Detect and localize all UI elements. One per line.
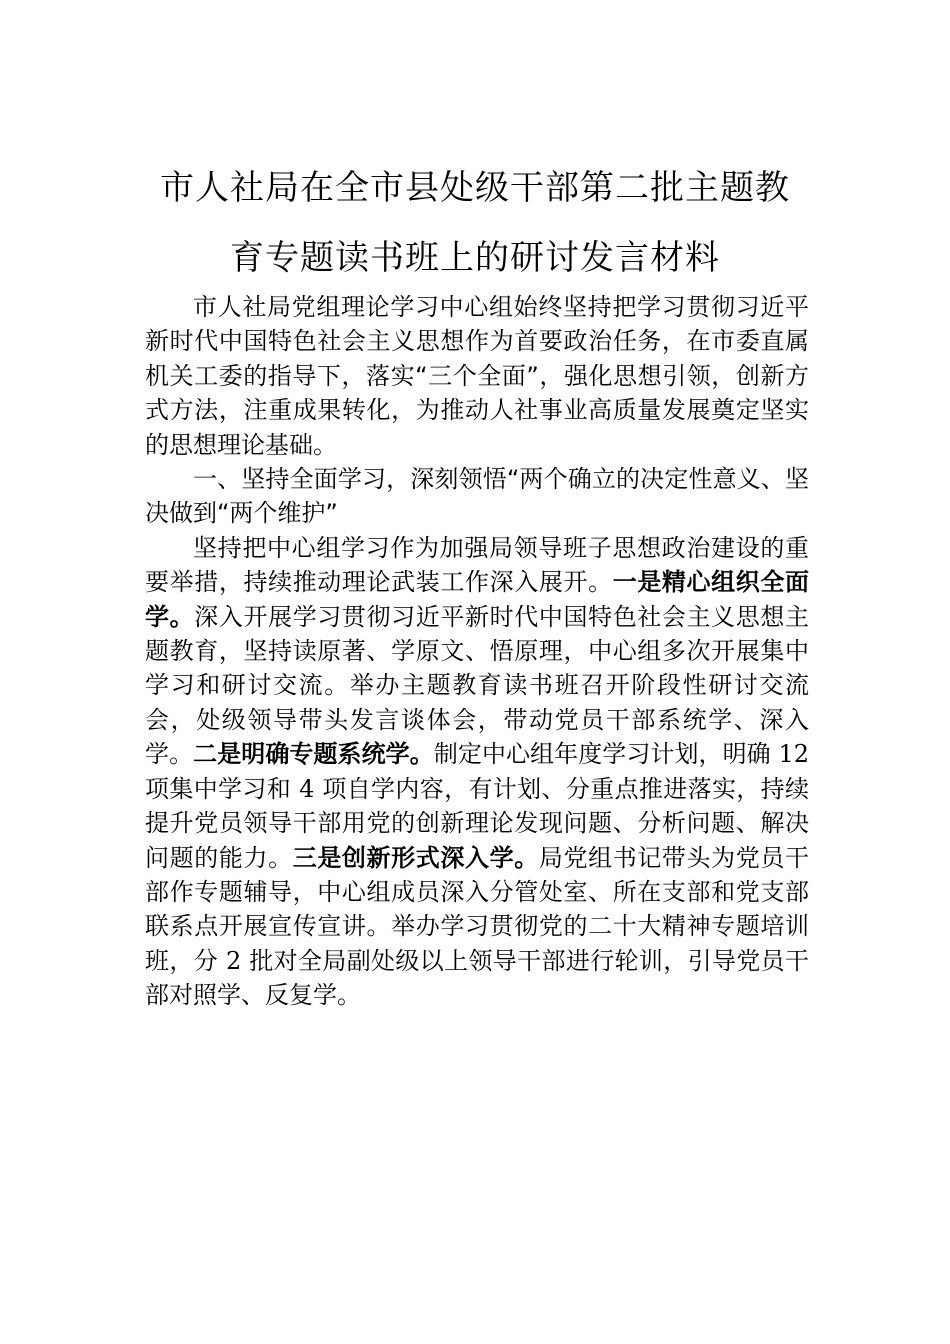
text-span: 批对全局副处级以上领导干部进行轮训，引导党员干部对照学、反复学。: [145, 946, 810, 1010]
bold-point-1: 一是精心组织全面学。: [145, 568, 810, 631]
text-span: 深入开展学习贯彻习近平新时代中国特色社会主义思想主题教育，坚持读原著、学原文、悟原理，中心组多次开展集中学习和研讨交流。举办主题教育读书班召开阶段性研讨交流会，处级领导带头发言谈体会，带动党员干部系统学、深入学。: [145, 602, 810, 769]
intro-paragraph: 市人社局党组理论学习中心组始终坚持把学习贯彻习近平新时代中国特色社会主义思想作为首要政治任务，在市委直属机关工委的指导下，落实“三个全面”，强化思想引领，创新方式方法，注重成果转化，为推动人社事业高质量发展奠定坚实的思想理论基础。: [145, 293, 809, 459]
bold-point-2: 二是明确专题系统学。: [193, 740, 434, 769]
number-value: 2: [226, 946, 242, 975]
text-span: 局党组书记带头为党员干部作专题辅导，中心组成员深入分管处室、所在支部和党支部联系点开展宣传宣讲。举办学习贯彻党的二十大精神专题培训班，分: [145, 843, 810, 975]
text-span: 制定中心组年度学习计划，明确: [433, 740, 771, 769]
document-title-line2: 育专题读书班上的研讨发言材料: [230, 238, 720, 278]
document-title-line1: 市人社局在全市县处级干部第二批主题教: [160, 168, 790, 208]
number-value: 4: [299, 774, 315, 803]
text-span: 项集中学习和: [145, 774, 292, 803]
detail-paragraph: [145, 531, 809, 1013]
text-span: 项自学内容，有计划、分重点推进落实，持续提升党员领导干部用党的创新理论发现问题、分析问题、解决问题的能力。: [145, 774, 809, 872]
section-heading: 一、坚持全面学习，深刻领悟“两个确立的决定性意义、坚决做到“两个维护”: [145, 465, 809, 528]
number-value: 12: [778, 740, 810, 769]
bold-point-3: 三是创新形式深入学。: [292, 843, 539, 872]
document-body: [145, 290, 809, 1013]
text-span: 坚持把中心组学习作为加强局领导班子思想政治建设的重要举措，持续推动理论武装工作深入展开。: [145, 533, 809, 597]
